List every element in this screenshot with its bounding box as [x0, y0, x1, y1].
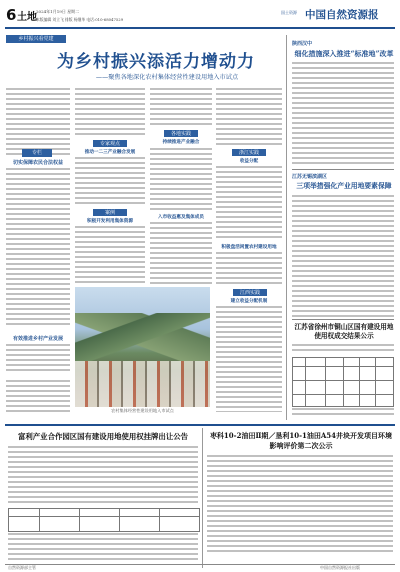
section-head-4: 各地实践 [164, 130, 198, 137]
section-head-3: 积极开发利用集体资源 [87, 219, 133, 224]
left-column-text-2 [6, 168, 70, 328]
top-banner: 乡村振兴看党建 [6, 35, 66, 43]
section-name: 土地 [17, 12, 37, 23]
middle-col-2-text-2 [150, 148, 212, 210]
bottom-left-table [8, 508, 200, 532]
bottom-right-headline: 枣科10-2油田Ⅱ期／垦利10-1油田A54井块开发项目环境影响评价第二次公示 [209, 431, 393, 450]
editor-line: 本版编辑 刘立飞 排版 杨继华 电话:010-68047529 [36, 17, 124, 22]
middle-col-2-text [150, 88, 212, 128]
left-bottom-caption: 有效推进乡村产业发展 [12, 336, 63, 342]
right-headline-2: 三项举措强化产业用地要素保障 [296, 182, 392, 190]
middle-col-1-text-2 [75, 157, 145, 207]
left-column-text-3 [6, 344, 70, 374]
middle-col-3-text-3 [216, 252, 282, 284]
section-head-8: 收益分配 [239, 159, 259, 164]
section-head-5: 持续推进产业融合 [162, 140, 200, 145]
date-line: 2024年1月19日 星期二 [36, 9, 80, 14]
newspaper-title: 中国自然资源报 [305, 9, 379, 21]
left-column-text-4 [6, 380, 70, 415]
footer-right: 中国自然资源报社出版 [320, 565, 360, 570]
left-column-subhead: 切实保障农民合法权益 [12, 160, 63, 166]
photo-caption: 农村集体经营性建设用地入市试点 [111, 408, 174, 413]
right-headline-3: 江苏省徐州市铜山区国有建设用地使用权成交结果公示 [294, 323, 394, 340]
page-number: 6 [6, 6, 17, 24]
middle-col-3-text-2 [216, 166, 282, 240]
right-region-2: 江苏无锡滨湖区 [292, 174, 328, 180]
section-head-6: 入市收益惠及集体成员 [158, 215, 204, 220]
right-region-1: 陕西汉中 [292, 41, 313, 47]
bottom-left-text [8, 446, 198, 504]
section-head-9: 积极盘活闲置农村建设用地 [221, 245, 277, 250]
right-text-4 [292, 408, 394, 418]
transaction-table [292, 357, 394, 407]
right-text-3 [292, 344, 394, 354]
section-head-1: 推动一二三产业融合发展 [84, 150, 136, 155]
left-box-label: 专栏 [22, 149, 52, 157]
section-head-7: 浙江实践 [232, 149, 266, 156]
middle-col-1-text [75, 88, 145, 138]
right-headline-1: 细化措施深入推进“标准地”改革 [294, 49, 394, 58]
section-head-2: 案例 [93, 209, 127, 216]
middle-col-2-text-3 [150, 222, 212, 284]
footer-left: 自然资源部主管 [8, 565, 36, 570]
right-text-2 [292, 195, 394, 317]
left-column-text [6, 88, 70, 156]
section-head-0: 专家观点 [93, 140, 127, 147]
village-photo [75, 287, 210, 407]
section-head-10: 江西实践 [233, 289, 267, 296]
middle-col-1-text-3 [75, 226, 145, 284]
main-headline: 为乡村振兴添活力增动力 [57, 52, 255, 72]
bottom-left-text-2 [8, 533, 198, 561]
small-right: 国土资源 [281, 10, 297, 15]
main-subhead: ——聚焦各地深化农村集体经营性建设用地入市试点 [95, 74, 239, 81]
middle-col-3-text-4 [216, 306, 282, 412]
masthead [0, 0, 400, 30]
bottom-right-text [207, 455, 393, 555]
bottom-left-headline: 富利产业合作园区国有建设用地使用权挂牌出让公告 [18, 432, 188, 441]
right-text-1 [292, 62, 394, 166]
middle-col-3-text [216, 88, 282, 146]
section-head-11: 建立收益分配机制 [230, 299, 268, 304]
